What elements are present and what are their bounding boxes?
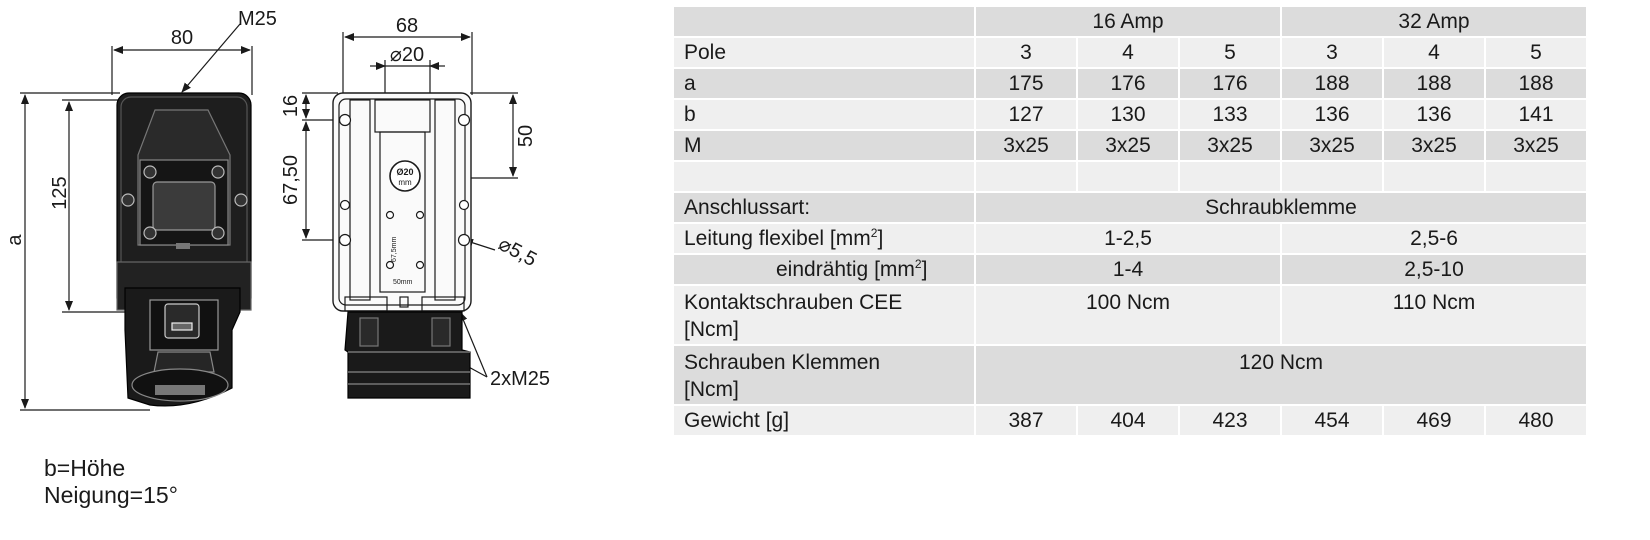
knockout-label-top: Ø20 [396, 167, 414, 177]
fixing-hole [459, 235, 470, 246]
technical-drawing [0, 0, 640, 440]
cell-value: 136 [1384, 100, 1484, 129]
table-row-spacer [674, 162, 1586, 191]
cell-value: 469 [1384, 406, 1484, 435]
table-row-a [674, 69, 1586, 98]
knockout-label-bottom: mm [398, 178, 412, 187]
dim-label-68: 68 [395, 15, 419, 37]
spacer-cell [1180, 162, 1280, 191]
spacer-cell [1486, 162, 1586, 191]
cell-value: 3x25 [1384, 131, 1484, 160]
label-text: Leitung flexibel [mm [684, 226, 871, 250]
dim-label-a: a [4, 234, 26, 246]
table-row-m [674, 131, 1586, 160]
side-view [280, 15, 550, 398]
dim-label-5-5: ⌀5,5 [494, 232, 541, 272]
cell-value: 188 [1486, 69, 1586, 98]
label-close: ] [921, 257, 928, 281]
cell-value: 120 Ncm [976, 346, 1586, 404]
label-text: eindrähtig [mm [776, 257, 915, 281]
dim-label-20: ⌀20 [389, 44, 425, 66]
row-label-eindraehtig [674, 255, 974, 284]
cell-value: 404 [1078, 406, 1178, 435]
table-row-anschlussart [674, 193, 1586, 222]
table-row-b [674, 100, 1586, 129]
cell-value: 5 [1180, 38, 1280, 67]
cell-value: 127 [976, 100, 1076, 129]
cell-value: 3x25 [976, 131, 1076, 160]
cell-value: 175 [976, 69, 1076, 98]
row-label-anschlussart: Anschlussart: [674, 193, 974, 222]
cell-value: 3x25 [1078, 131, 1178, 160]
cell-value: 3x25 [1486, 131, 1586, 160]
dim-label-2xm25: 2xM25 [490, 368, 551, 390]
cell-value: 3x25 [1180, 131, 1280, 160]
row-label-kontaktschrauben [674, 286, 974, 344]
spacer-cell [976, 162, 1076, 191]
spacer-cell [1384, 162, 1484, 191]
cell-value: 141 [1486, 100, 1586, 129]
cell-value: 4 [1384, 38, 1484, 67]
dim-label-m25: M25 [238, 8, 277, 30]
label-line-1: Kontaktschrauben CEE [684, 291, 903, 314]
cell-value: 1-4 [976, 255, 1280, 284]
cell-value: 176 [1180, 69, 1280, 98]
dim-label-67-50: 67,50 [280, 154, 302, 206]
inner-label-50mm: 50mm [393, 279, 413, 286]
cell-value: 176 [1078, 69, 1178, 98]
header-empty-cell [674, 7, 974, 36]
label-line-2: [Ncm] [684, 318, 739, 341]
group-header-32-amp: 32 Amp [1282, 7, 1586, 36]
table-row-gewicht [674, 406, 1586, 435]
cell-value: 188 [1384, 69, 1484, 98]
spec-table [672, 5, 1588, 437]
dim-label-80: 80 [170, 27, 194, 49]
cell-value: Schraubklemme [976, 193, 1586, 222]
row-label-leitung-flexibel [674, 224, 974, 253]
spacer-cell [674, 162, 974, 191]
label-superscript: 2 [914, 256, 922, 271]
cell-value: 3 [1282, 38, 1382, 67]
note-neigung: Neigung=15° [44, 482, 178, 508]
spacer-cell [1078, 162, 1178, 191]
label-superscript: 2 [870, 225, 878, 240]
cell-value: 3x25 [1282, 131, 1382, 160]
cell-value: 387 [976, 406, 1076, 435]
table-row-kontaktschrauben [674, 286, 1586, 344]
dim-label-16: 16 [280, 94, 302, 118]
group-header-16-amp: 16 Amp [976, 7, 1280, 36]
dim-label-125: 125 [49, 176, 71, 210]
label-line-1: Schrauben Klemmen [684, 351, 881, 374]
label-line-2: [Ncm] [684, 378, 739, 401]
cell-value: 4 [1078, 38, 1178, 67]
cell-value: 423 [1180, 406, 1280, 435]
row-label-pole: Pole [674, 38, 974, 67]
cell-value: 5 [1486, 38, 1586, 67]
cell-value: 136 [1282, 100, 1382, 129]
table-row-schrauben-klemmen [674, 346, 1586, 404]
cell-value: 110 Ncm [1282, 286, 1586, 344]
row-label-a: a [674, 69, 974, 98]
table-header-row [674, 7, 1586, 36]
dim-label-50: 50 [515, 124, 537, 148]
cell-value: 454 [1282, 406, 1382, 435]
fixing-hole [340, 115, 351, 126]
spacer-cell [1282, 162, 1382, 191]
cell-value: 2,5-6 [1282, 224, 1586, 253]
table-row-pole [674, 38, 1586, 67]
cell-value: 133 [1180, 100, 1280, 129]
row-label-m: M [674, 131, 974, 160]
fixing-hole [459, 115, 470, 126]
row-label-schrauben-klemmen [674, 346, 974, 404]
cell-value: 3 [976, 38, 1076, 67]
cell-value: 1-2,5 [976, 224, 1280, 253]
label-close: ] [877, 226, 884, 250]
table-row-leitung-flexibel [674, 224, 1586, 253]
table-row-eindraehtig [674, 255, 1586, 284]
cell-value: 480 [1486, 406, 1586, 435]
inner-label-67-5mm: 67,5mm [391, 236, 398, 262]
row-label-gewicht: Gewicht [g] [674, 406, 974, 435]
front-view [4, 8, 277, 410]
cell-value: 2,5-10 [1282, 255, 1586, 284]
row-label-b: b [674, 100, 974, 129]
notes [44, 455, 178, 509]
cell-value: 130 [1078, 100, 1178, 129]
fixing-hole [340, 235, 351, 246]
note-b-hoehe: b=Höhe [44, 455, 126, 481]
cell-value: 188 [1282, 69, 1382, 98]
cell-value: 100 Ncm [976, 286, 1280, 344]
